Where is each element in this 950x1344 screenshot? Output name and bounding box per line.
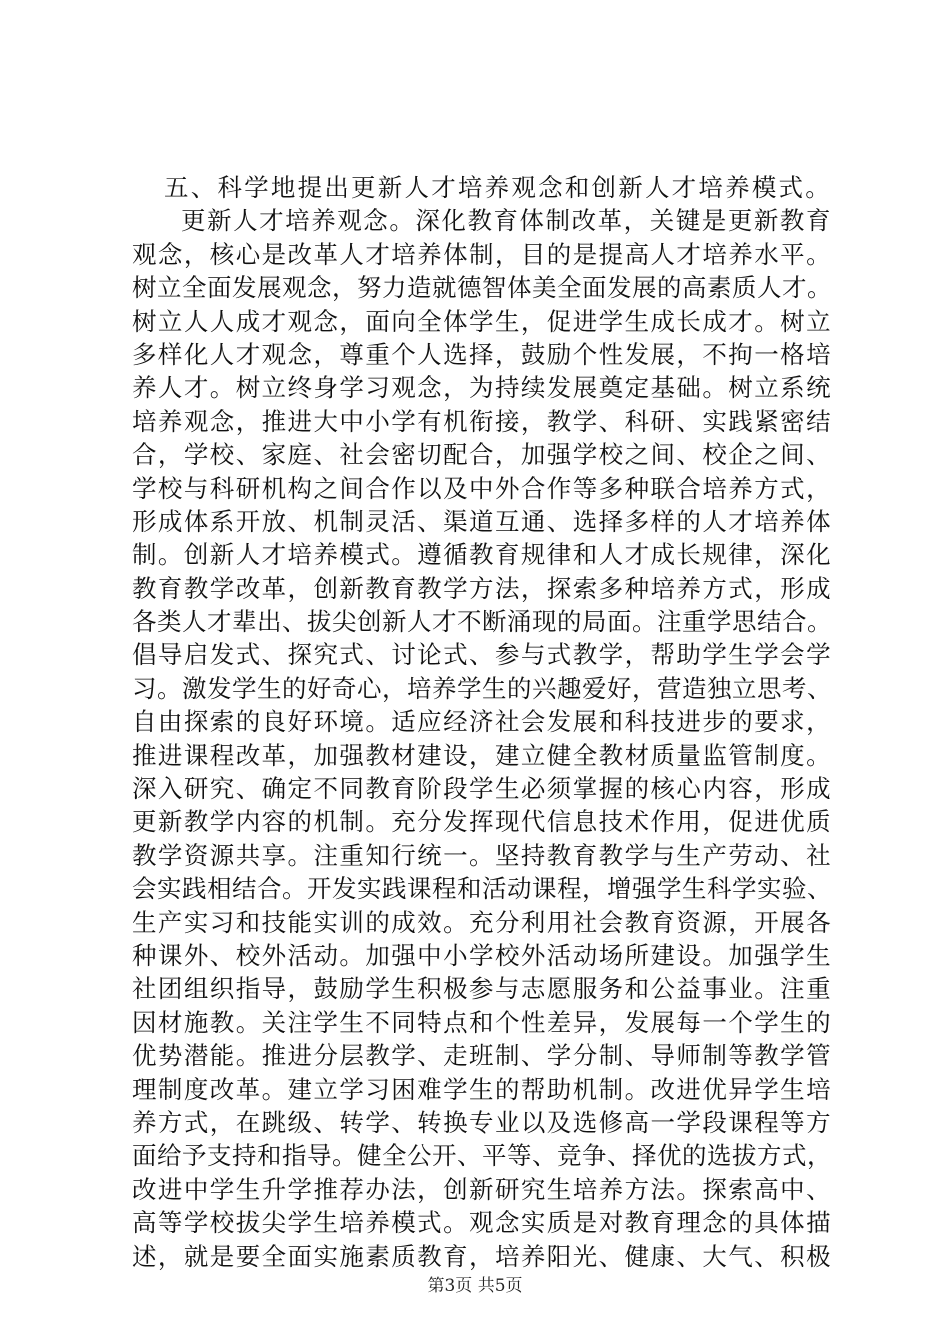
paragraph-line: 习。激发学生的好奇心，培养学生的兴趣爱好，营造独立思考、 [132,673,832,703]
paragraph-line: 养人才。树立终身学习观念，为持续发展奠定基础。树立系统 [132,373,832,403]
paragraph-line: 教学资源共享。注重知行统一。坚持教育教学与生产劳动、社 [132,840,832,870]
paragraph-line: 学校与科研机构之间合作以及中外合作等多种联合培养方式， [132,473,832,503]
paragraph-line: 养方式，在跳级、转学、转换专业以及选修高一学段课程等方 [132,1107,832,1137]
paragraph-line: 自由探索的良好环境。适应经济社会发展和科技进步的要求， [132,707,832,737]
paragraph-line: 教育教学改革，创新教育教学方法，探索多种培养方式，形成 [132,573,832,603]
paragraph-line: 制。创新人才培养模式。遵循教育规律和人才成长规律，深化 [132,540,832,570]
paragraph-line: 树立人人成才观念，面向全体学生，促进学生成长成才。树立 [132,306,832,336]
section-heading: 五、科学地提出更新人才培养观念和创新人才培养模式。 [164,173,832,202]
paragraph-line: 树立全面发展观念，努力造就德智体美全面发展的高素质人才。 [132,273,832,303]
paragraph-first-line: 更新人才培养观念。深化教育体制改革，关键是更新教育 [181,206,832,236]
paragraph-line: 生产实习和技能实训的成效。充分利用社会教育资源，开展各 [132,907,832,937]
paragraph-line: 面给予支持和指导。健全公开、平等、竞争、择优的选拔方式， [132,1141,832,1171]
paragraph-line: 社团组织指导，鼓励学生积极参与志愿服务和公益事业。注重 [132,974,832,1004]
body-text [132,171,832,1273]
paragraph-line: 深入研究、确定不同教育阶段学生必须掌握的核心内容，形成 [132,774,832,804]
paragraph-line: 因材施教。关注学生不同特点和个性差异，发展每一个学生的 [132,1007,832,1037]
paragraph-line: 推进课程改革，加强教材建设，建立健全教材质量监管制度。 [132,740,832,770]
paragraph-line: 优势潜能。推进分层教学、走班制、学分制、导师制等教学管 [132,1041,832,1071]
paragraph-line: 多样化人才观念，尊重个人选择，鼓励个性发展，不拘一格培 [132,339,832,369]
paragraph-line: 倡导启发式、探究式、讨论式、参与式教学，帮助学生学会学 [132,640,832,670]
paragraph-line: 形成体系开放、机制灵活、渠道互通、选择多样的人才培养体 [132,506,832,536]
paragraph-line: 高等学校拔尖学生培养模式。观念实质是对教育理念的具体描 [132,1208,832,1238]
paragraph-line: 会实践相结合。开发实践课程和活动课程，增强学生科学实验、 [132,874,832,904]
paragraph-line: 更新教学内容的机制。充分发挥现代信息技术作用，促进优质 [132,807,832,837]
paragraph-line: 改进中学生升学推荐办法，创新研究生培养方法。探索高中、 [132,1174,832,1204]
page-footer: 第3页 共5页 [427,1276,523,1296]
paragraph-line: 理制度改革。建立学习困难学生的帮助机制。改进优异学生培 [132,1074,832,1104]
paragraph-line: 种课外、校外活动。加强中小学校外活动场所建设。加强学生 [132,940,832,970]
paragraph-line: 合，学校、家庭、社会密切配合，加强学校之间、校企之间、 [132,440,832,470]
paragraph-line: 培养观念，推进大中小学有机衔接，教学、科研、实践紧密结 [132,406,832,436]
paragraph-line: 各类人才辈出、拔尖创新人才不断涌现的局面。注重学思结合。 [132,607,832,637]
paragraph-line: 观念，核心是改革人才培养体制，目的是提高人才培养水平。 [132,239,832,269]
paragraph-line: 述，就是要全面实施素质教育，培养阳光、健康、大气、积极 [132,1241,832,1271]
